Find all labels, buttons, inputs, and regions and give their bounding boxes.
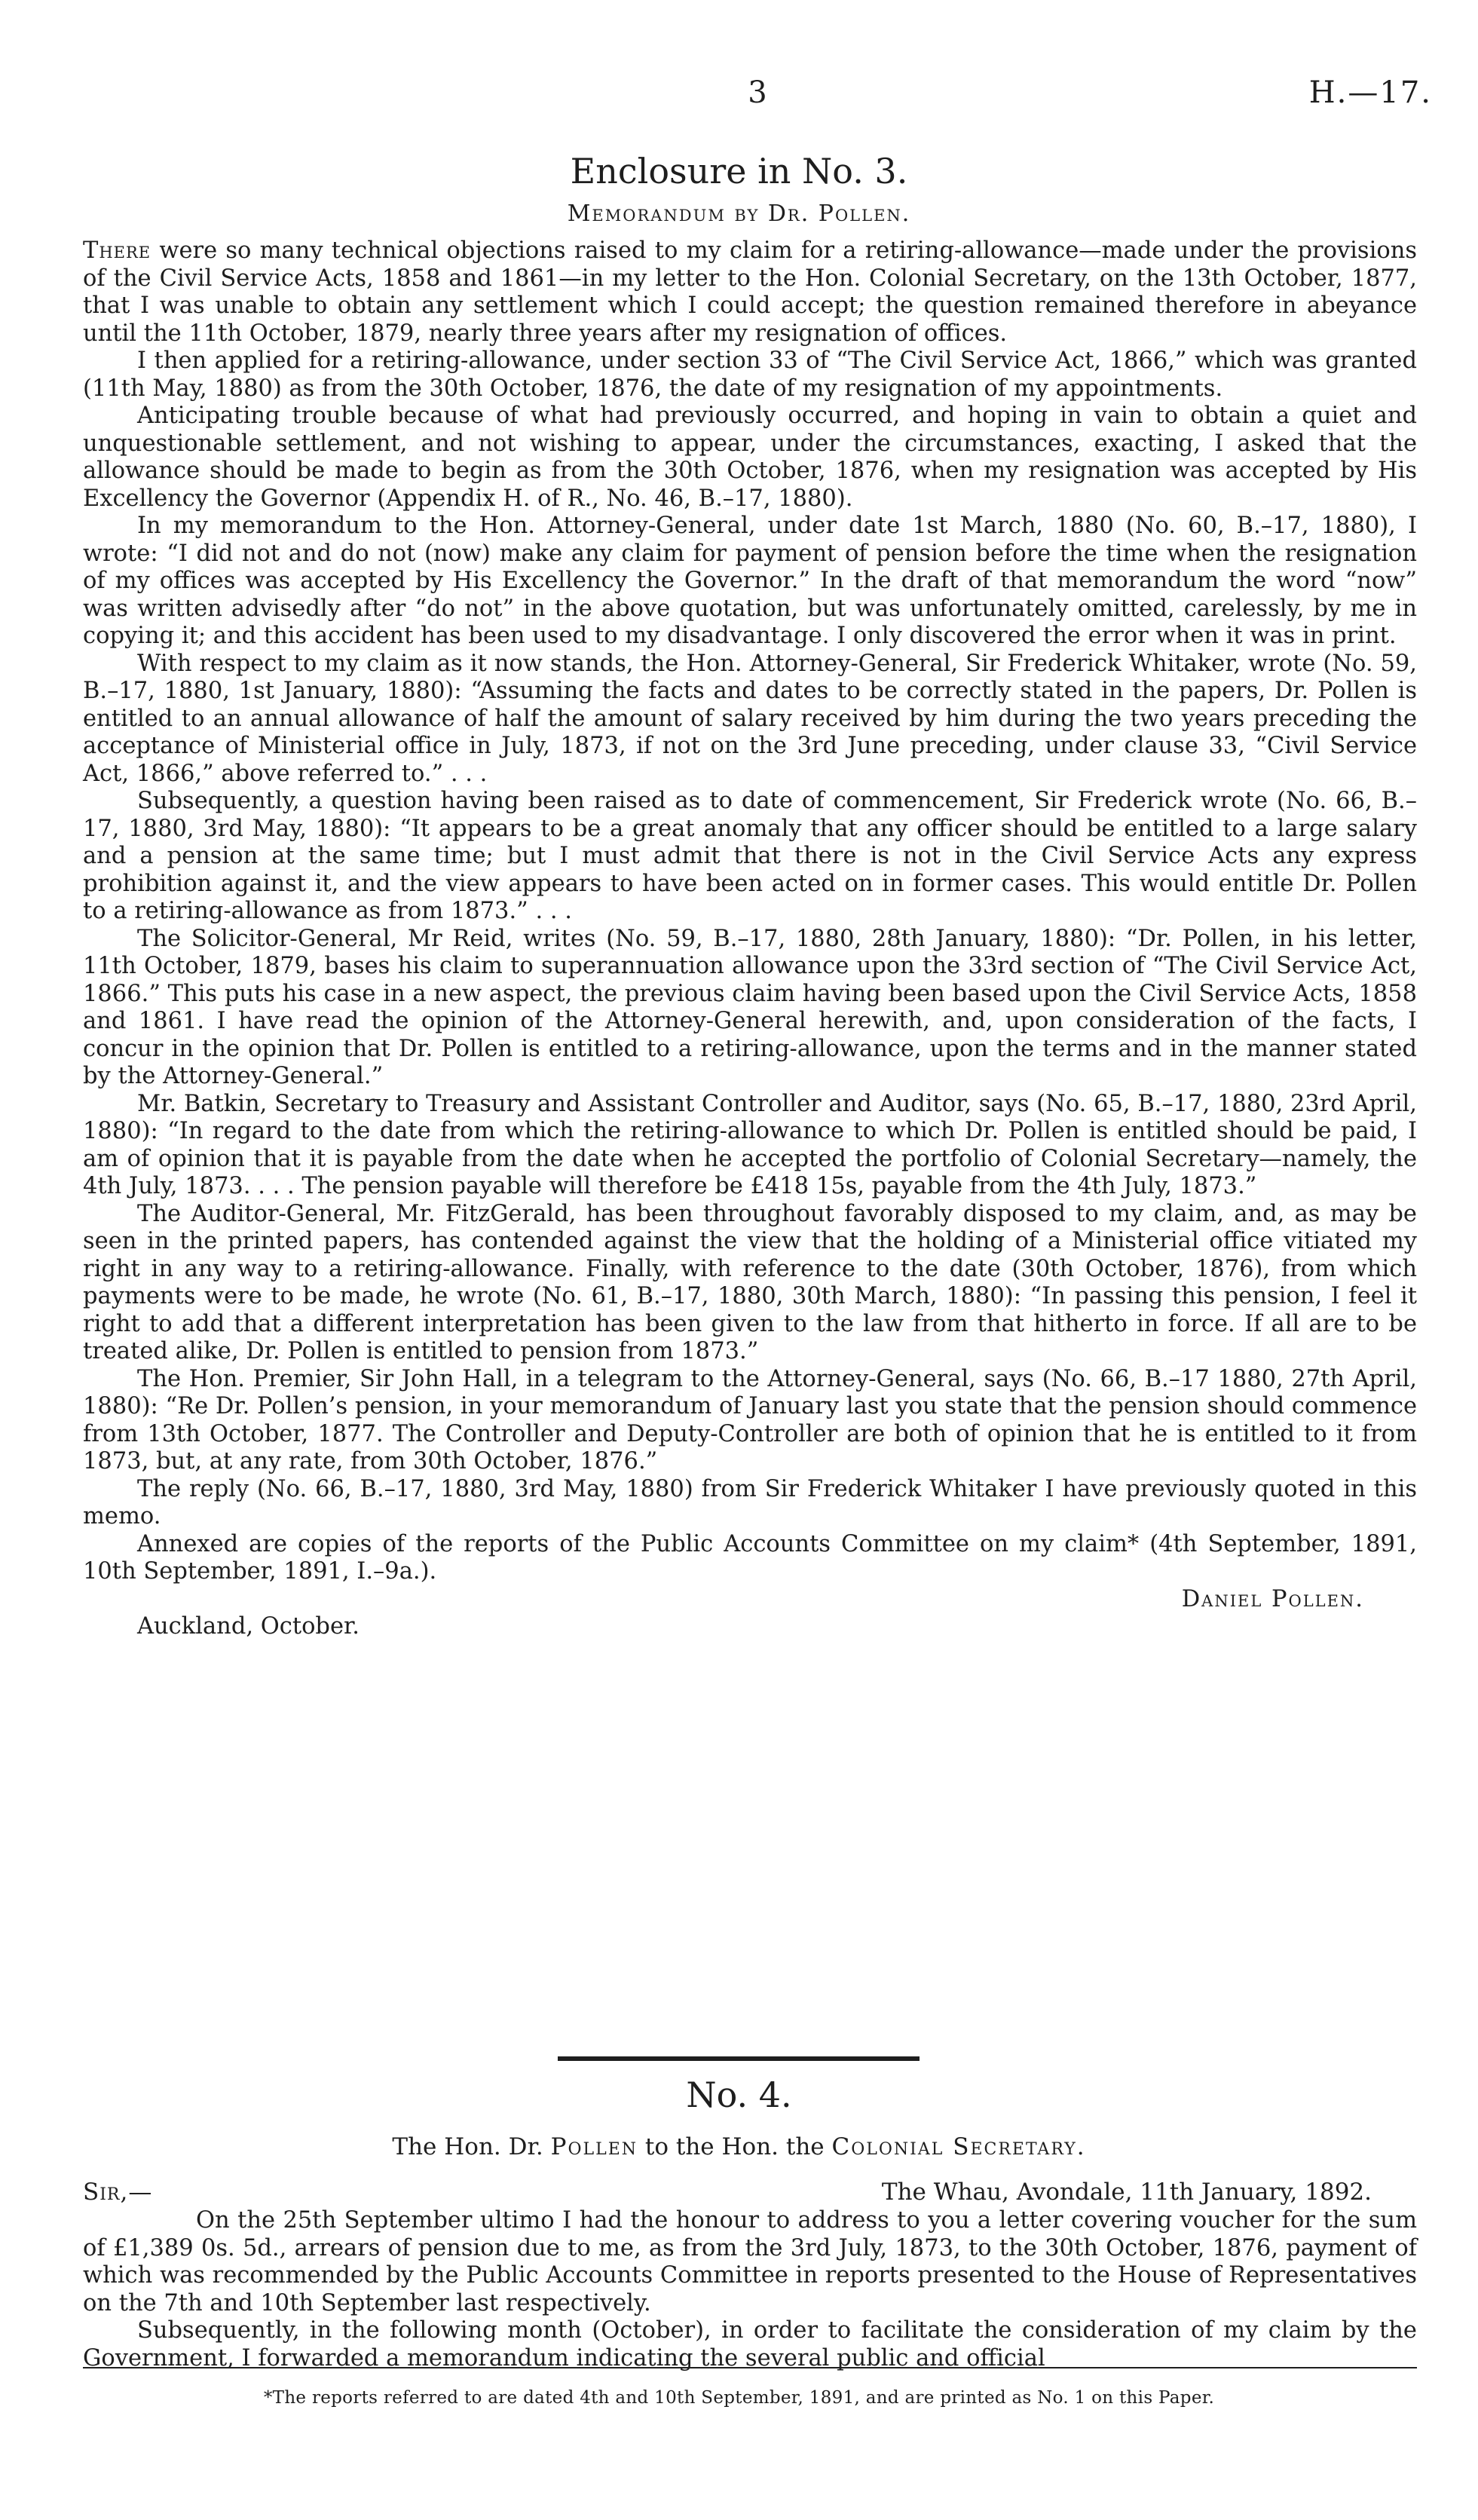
letter-paragraph: On the 25th September ultimo I had the honour to address to you a letter covering voucher for the sum of £1,389 0s. 5d., arrears of pension due to me, as from the 3rd July, 1873, to the 30th October, 1876, payment of which was recommended by the Public Accounts Committee in reports presented to the House of Representatives on the 7th and 10th September last respectively. — [83, 2207, 1417, 2316]
memo-paragraph: In my memorandum to the Hon. Attorney-General, under date 1st March, 1880 (No. 60, B.–17, 1880), I wrote: “I did not and do not (now) make any claim for payment of pension before the time when the resignation of my offices was accepted by His Excellency the Governor.” In the draft of that memorandum the word “now” was written advisedly after “do not” in the above quotation, but was unfortunately omitted, carelessly, by me in copying it; and this accident has been used to my disadvantage. I only discovered the error when it was in print. — [83, 513, 1417, 649]
memo-paragraph: The Auditor-General, Mr. FitzGerald, has been throughout favorably disposed to my claim, and, as may be seen in the printed papers, has contended against the view that the holding of a Ministerial office vitiated my right in any way to a retiring-allowance. Finally, with reference to the date (30th October, 1876), from which payments were to be made, he wrote (No. 61, B.–17, 1880, 30th March, 1880): “In passing this pension, I feel it right to add that a different interpretation has been given to the law from that hitherto in force. If all are to be treated alike, Dr. Pollen is entitled to pension from 1873.” — [83, 1200, 1417, 1364]
memo-paragraph: With respect to my claim as it now stands, the Hon. Attorney-General, Sir Frederick Whitaker, wrote (No. 59, B.–17, 1880, 1st January, 1880): “Assuming the facts and dates to be correctly stated in the papers, Dr. Pollen is entitled to an annual allowance of half the amount of salary received by him during the two years preceding the acceptance of Ministerial office in July, 1873, if not on the 3rd June preceding, under clause 33, “Civil Service Act, 1866,” above referred to.” . . . — [83, 650, 1417, 787]
annexed-paragraph: Annexed are copies of the reports of the Public Accounts Committee on my claim* (4th September, 1891, 10th September, 1891, I.–9a.). — [83, 1530, 1417, 1585]
footnote-divider — [83, 2367, 1417, 2368]
memo-paragraph: The Hon. Premier, Sir John Hall, in a telegram to the Attorney-General, says (No. 66, B.–17 1880, 27th April, 1880): “Re Dr. Pollen’s pension, in your memorandum of January last you state that the pension should commence from 13th October, 1877. The Controller and Deputy-Controller are both of opinion that he is entitled to it from 1873, but, at any rate, from 30th October, 1876.” — [83, 1365, 1417, 1474]
memo-paragraph: Subsequently, a question having been raised as to date of commencement, Sir Frederick wrote (No. 66, B.–17, 1880, 3rd May, 1880): “It appears to be a great anomaly that any officer should be entitled to a large salary and a pension at the same time; but I must admit that there is not in the Civil Service Acts any express prohibition against it, and the view appears to have been acted on in former cases. This would entitle Dr. Pollen to a retiring-allowance as from 1873.” . . . — [83, 788, 1417, 924]
letter-recipient: Colonial Secretary. — [831, 2133, 1086, 2160]
letter-sender: Pollen — [550, 2133, 638, 2160]
memo-paragraph: Anticipating trouble because of what had previously occurred, and hoping in vain to obtain a quiet and unquestionable settlement, and not wishing to appear, under the circumstances, exacting, I asked that the allowance should be made to begin as from the 30th October, 1876, when my resignation was accepted by His Excellency the Governor (Appendix H. of R., No. 46, B.–17, 1880). — [83, 403, 1417, 512]
memorandum-title: Memorandum by Dr. Pollen. — [567, 201, 911, 227]
letter-body — [83, 2207, 1417, 2372]
letter-heading: The Hon. Dr. Pollen to the Hon. the Colonial Secretary. — [392, 2133, 1086, 2160]
section-divider — [558, 2056, 920, 2061]
enclosure-title: Enclosure in No. 3. — [570, 151, 908, 191]
paper-reference: H.—17. — [1308, 75, 1432, 110]
place-date: Auckland, October. — [137, 1613, 360, 1640]
page-header — [83, 75, 1432, 128]
memo-paragraph: Mr. Batkin, Secretary to Treasury and Assistant Controller and Auditor, says (No. 65, B.–17, 1880, 23rd April, 1880): “In regard to the date from which the retiring-allowance to which Dr. Pollen is entitled should be paid, I am of opinion that it is payable from the date when he accepted the portfolio of Colonial Secretary—namely, the 4th July, 1873. . . . The pension payable will therefore be £418 15s, payable from the 4th July, 1873.” — [83, 1090, 1417, 1199]
memo-paragraph: The reply (No. 66, B.–17, 1880, 3rd May, 1880) from Sir Frederick Whitaker I have previously quoted in this memo. — [83, 1475, 1417, 1529]
address-date: The Whau, Avondale, 11th January, 1892. — [881, 2179, 1372, 2206]
memo-paragraph: There were so many technical objections raised to my claim for a retiring-allowance—made under the provisions of the Civil Service Acts, 1858 and 1861—in my letter to the Hon. Colonial Secretary, on the 13th October, 1877, that I was unable to obtain any settlement which I could accept; the question remained therefore in abeyance until the 11th October, 1879, nearly three years after my resignation of offices. — [83, 237, 1417, 347]
signature: Daniel Pollen. — [1181, 1585, 1364, 1612]
signature-line — [83, 1586, 1417, 1614]
salutation: Sir,— — [83, 2179, 153, 2206]
memo-paragraph: I then applied for a retiring-allowance, under section 33 of “The Civil Service Act, 1866,” which was granted (11th May, 1880) as from the 30th October, 1876, the date of my resignation of my appointments. — [83, 348, 1417, 402]
footnote: *The reports referred to are dated 4th and 10th September, 1891, and are printed as No. 1 on this Paper. — [263, 2388, 1215, 2408]
page-number: 3 — [748, 75, 767, 110]
memo-paragraph: The Solicitor-General, Mr Reid, writes (No. 59, B.–17, 1880, 28th January, 1880): “Dr. Pollen, in his letter, 11th October, 1879, bases his claim to superannuation allowance upon the 33rd section of “The Civil Service Act, 1866.” This puts his case in a new aspect, the previous claim having been based upon the Civil Service Acts, 1858 and 1861. I have read the opinion of the Attorney-General herewith, and, upon consideration of the facts, I concur in the opinion that Dr. Pollen is entitled to a retiring-allowance, upon the terms and in the manner stated by the Attorney-General.” — [83, 925, 1417, 1089]
letter-paragraph: Subsequently, in the following month (October), in order to facilitate the consideration of my claim by the Government, I forwarded a memorandum indicating the several public and official — [83, 2317, 1417, 2371]
memorandum-body — [83, 237, 1417, 1641]
opening-word: There — [83, 237, 151, 264]
letter-number-title: No. 4. — [686, 2074, 792, 2115]
